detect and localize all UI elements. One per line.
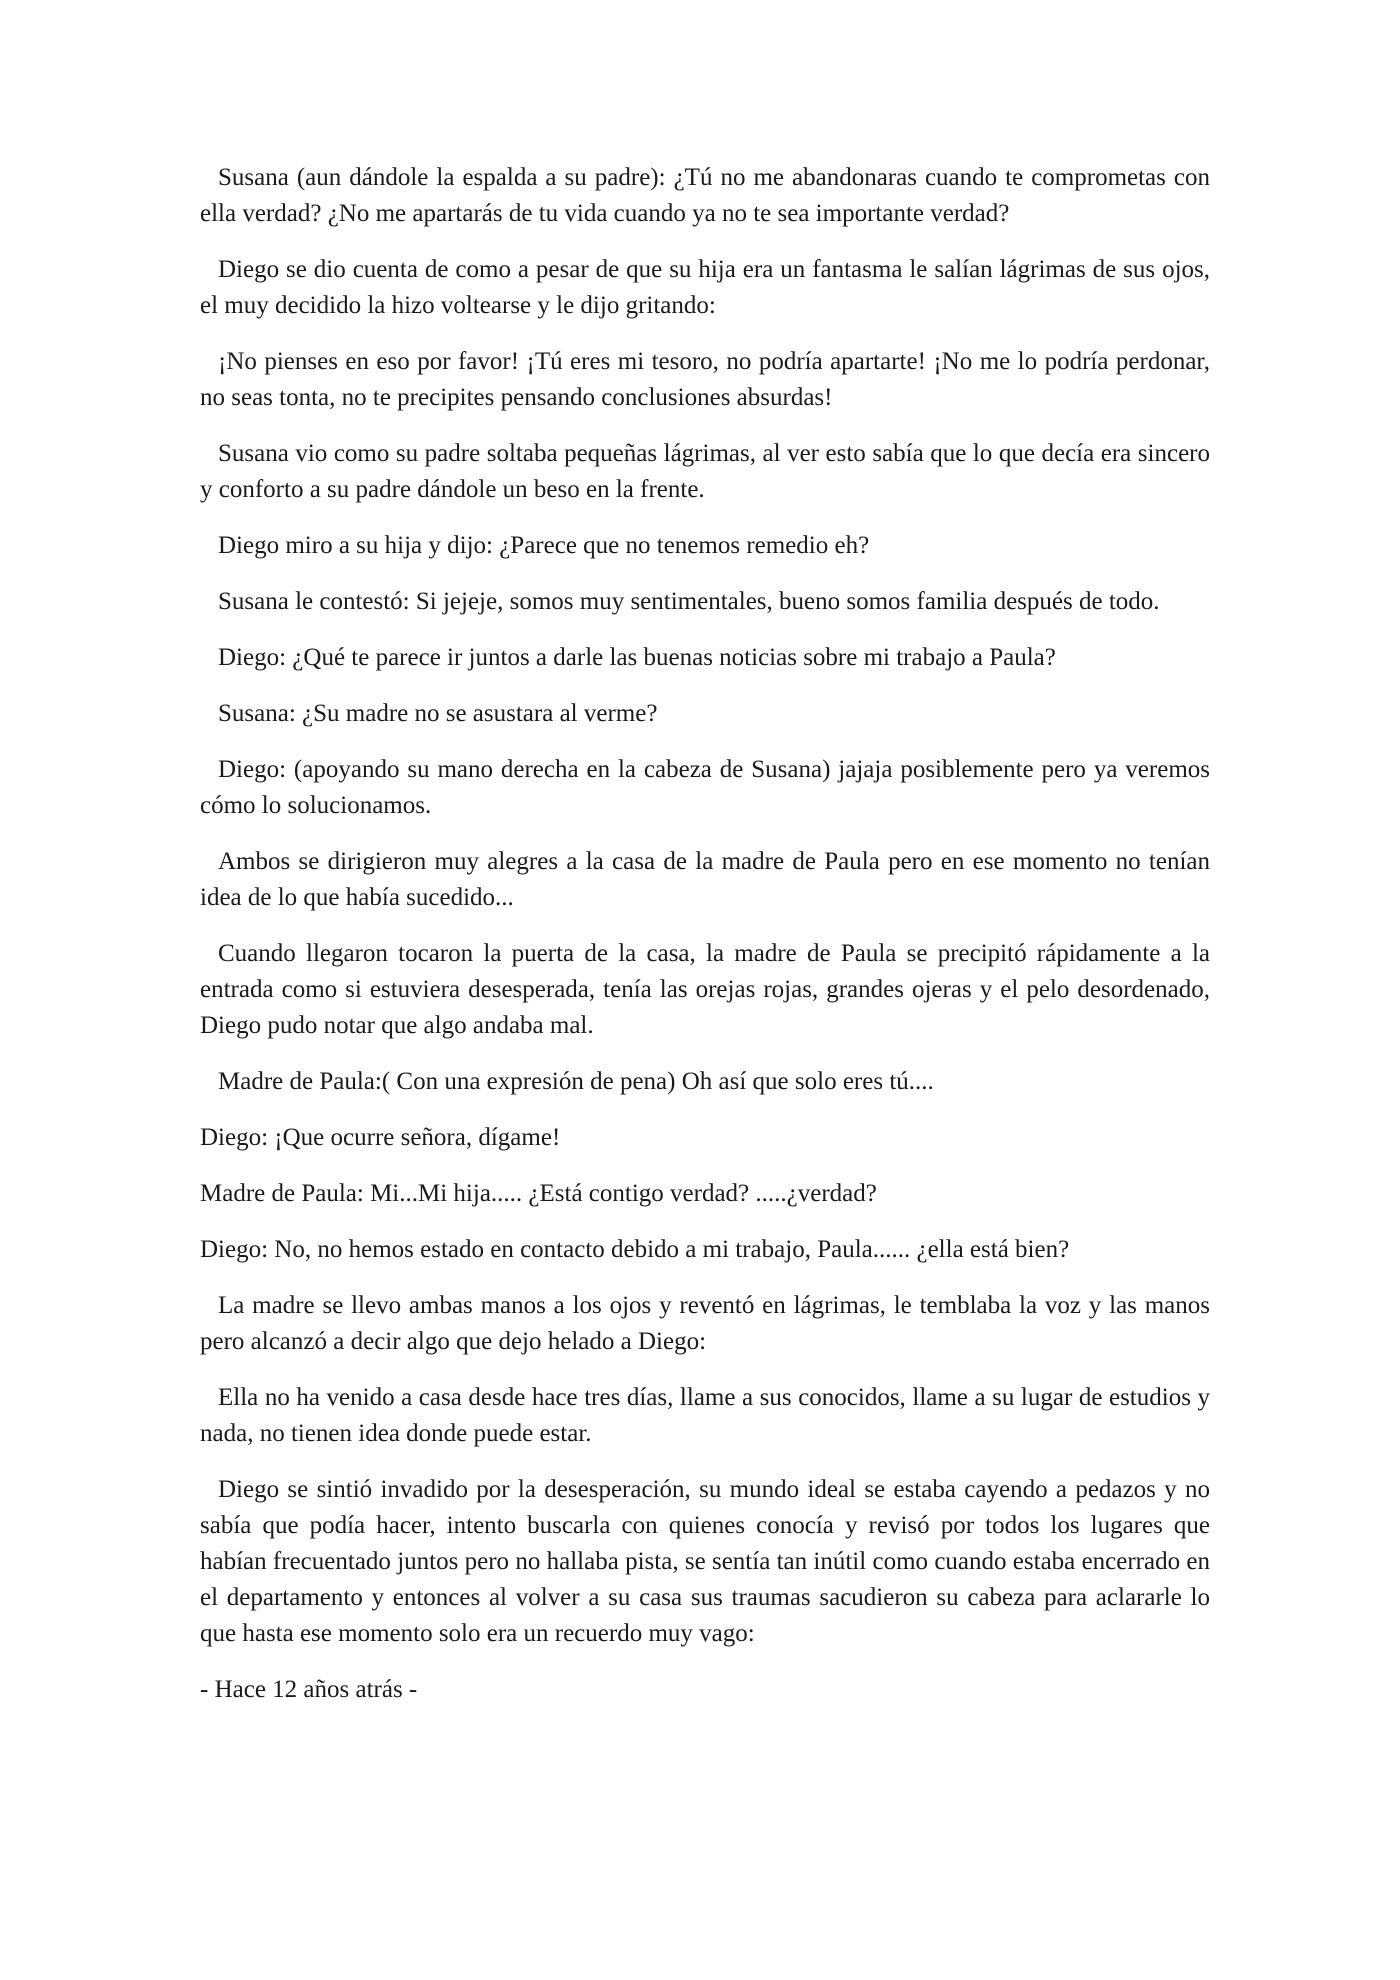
paragraph-9: Diego: (apoyando su mano derecha en la cabeza de Susana) jajaja posiblemente pero ya veremos cómo lo solucionamos. (200, 756, 1210, 819)
paragraph-6: Susana le contestó: Si jejeje, somos muy sentimentales, bueno somos familia después de todo. (218, 588, 1160, 615)
paragraph-19: - Hace 12 años atrás - (200, 1676, 418, 1703)
paragraph-10: Ambos se dirigieron muy alegres a la casa de la madre de Paula pero en ese momento no tenían idea de lo que había sucedido... (200, 848, 1210, 911)
paragraph-14: Madre de Paula: Mi...Mi hija..... ¿Está contigo verdad? .....¿verdad? (200, 1180, 877, 1207)
paragraph-15: Diego: No, no hemos estado en contacto debido a mi trabajo, Paula...... ¿ella está bien? (200, 1236, 1070, 1263)
paragraph-5: Diego miro a su hija y dijo: ¿Parece que no tenemos remedio eh? (218, 532, 870, 559)
paragraph-18: Diego se sintió invadido por la desesperación, su mundo ideal se estaba cayendo a pedazos y no sabía que podía hacer, intento buscarla con quienes conocía y revisó por todos los lugares que habían frecuentado juntos pero no hallaba pista, se sentía tan inútil como cuando estaba encerrado en el departamento y entonces al volver a su casa sus traumas sacudieron su cabeza para aclararle lo que hasta ese momento solo era un recuerdo muy vago: (200, 1476, 1210, 1647)
paragraph-3: ¡No pienses en eso por favor! ¡Tú eres mi tesoro, no podría apartarte! ¡No me lo podría perdonar, no seas tonta, no te precipites pensando conclusiones absurdas! (200, 348, 1210, 411)
paragraph-12: Madre de Paula:( Con una expresión de pena) Oh así que solo eres tú.... (218, 1068, 934, 1095)
paragraph-4: Susana vio como su padre soltaba pequeñas lágrimas, al ver esto sabía que lo que decía era sincero y conforto a su padre dándole un beso en la frente. (200, 440, 1210, 503)
paragraph-8: Susana: ¿Su madre no se asustara al verme? (218, 700, 658, 727)
paragraph-17: Ella no ha venido a casa desde hace tres días, llame a sus conocidos, llame a su lugar de estudios y nada, no tienen idea donde puede estar. (200, 1384, 1210, 1447)
document-page (200, 160, 1210, 1728)
paragraph-2: Diego se dio cuenta de como a pesar de que su hija era un fantasma le salían lágrimas de sus ojos, el muy decidido la hizo voltearse y le dijo gritando: (200, 256, 1210, 319)
paragraph-1: Susana (aun dándole la espalda a su padre): ¿Tú no me abandonaras cuando te comprometas con ella verdad? ¿No me apartarás de tu vida cuando ya no te sea importante verdad? (200, 164, 1210, 227)
paragraph-13: Diego: ¡Que ocurre señora, dígame! (200, 1124, 561, 1151)
paragraph-16: La madre se llevo ambas manos a los ojos y reventó en lágrimas, le temblaba la voz y las manos pero alcanzó a decir algo que dejo helado a Diego: (200, 1292, 1210, 1355)
paragraph-7: Diego: ¿Qué te parece ir juntos a darle las buenas noticias sobre mi trabajo a Paula? (218, 644, 1056, 671)
paragraph-11: Cuando llegaron tocaron la puerta de la casa, la madre de Paula se precipitó rápidamente a la entrada como si estuviera desesperada, tenía las orejas rojas, grandes ojeras y el pelo desordenado, Diego pudo notar que algo andaba mal. (200, 940, 1210, 1039)
